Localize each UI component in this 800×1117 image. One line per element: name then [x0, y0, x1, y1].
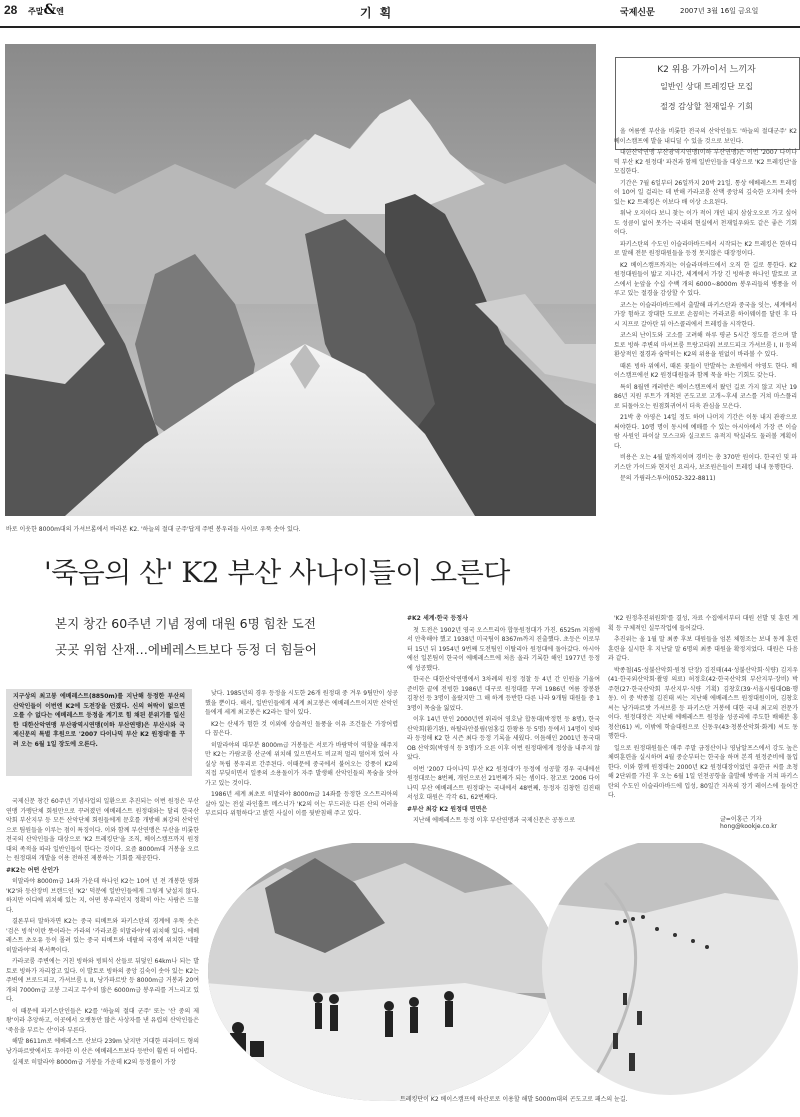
article-paragraph: 'K2 원정추진위원회'를 결성, 자료 수집에서부터 대원 선발 및 훈련 계획 등 구체적인 실무작업에 들어갔다. [608, 615, 798, 632]
page-number: 28 [4, 3, 18, 17]
article-column-1 [6, 797, 199, 1115]
logo-amp: & [43, 2, 57, 18]
sidebar-paragraph: 21박 총 아영은 14일 정도 하며 나머지 기간은 이동 내지 관광으로 써야한다. 10명 명이 동시에 예매를 수 있는 아시아에서 가장 큰 이슬람 사원인 파이살 모스크와 실크로드 유적지 탁실라도 둘러볼 계획이다. [614, 414, 797, 450]
article-paragraph: 이 때문에 파키스탄인들은 K2를 '하늘의 절대 군주' 또는 '산 중의 제왕'이라 추앙하고, 이곳에서 오랫동안 많은 사상자를 낸 유럽의 산악인들은 '죽음을 부르는 산'이라 부른다. [6, 1007, 199, 1034]
sidebar-subtitle-2: 절경 감상할 천재일우 기회 [660, 102, 753, 111]
article-paragraph: 국제신문 창간 60주년 기념사업의 일환으로 추진되는 이번 원정은 부산연맹 가맹단체 회원만으로 꾸려졌던 에베레스트 원정대와는 달리 한국산악회 부산지부 등 모든 산악단체 회원들에게 문호를 개방해 최강의 산악인으로 팀원들을 이루는 점이 특징이다. 이와 함께 부산연맹은 부산을 비롯한 전국의 산악인들을 대상으로 'K2 트레킹단'을 조직, 베이스캠프까지 원정대의 족적을 따라 일반인들이 한다는 것이다. 요즘 8000m대 거봉을 오르는 원정대의 개발을 이용 전하진 제봉하는 기회를 제공한다. [6, 798, 199, 862]
article-paragraph: 해발 8611m로 에베레스트 산보다 239m 낮지만 거대한 피라미드 형의 낭가파르밧에서도 우아한 이 산은 에베레스트보다 등반이 훨씬 더 어렵다. [6, 1038, 199, 1055]
article-column-3 [407, 614, 600, 839]
article-paragraph: 이후 14년 만인 2000년엔 워리어 영호남 합동대(박정헌 등 8명), 한국산악회(환기완), 하탈라안블림(엄홍길 한왕용 등 5명) 등에서 14명이 잇따라 등정해 K2 한 시즌 최다 등정 기록을 세웠다. 이듬해인 2001년 동국대OB 산악회(박영석 등 3명)가 오른 이후 이번 원정대에게 정상을 내주지 않았다. [407, 716, 600, 761]
article-subheadline-2: 곳곳 위험 산재…에베레스트보다 등정 더 힘들어 [55, 642, 317, 657]
sidebar-paragraph: 코스의 난이도와 고소를 고려해 하루 평균 5시간 정도를 걷으며 발토로 빙하 주변의 마셔브룸 트랑고타워 브로드피크 가셔브룸 I, II 등의 환상적인 절경과 숨막히는 K2의 위용을 원없이 바라볼 수 있다. [614, 332, 797, 358]
sidebar-paragraph: 비용은 오는 4월 말까지이며 경비는 총 370만 원이다. 한국인 및 파키스탄 가이드와 현지인 요리사, 보조원은들이 트레킹 내내 동행한다. [614, 454, 797, 471]
article-headline: '죽음의 산' K2 부산 사나이들이 오른다 [44, 556, 510, 589]
article-paragraph: 지난해 에베레스트 등정 이후 부산연맹과 국제신문은 공동으로 [413, 817, 576, 824]
article-paragraph: 한국은 대한산악연맹에서 3차례의 원정 정찰 등 4년 간 인원을 기울여 준비한 끝에 전빙한 1986년 대구로 원정대를 꾸려 1986년 여름 장봉완 김창선 등 3명이 올랐지만 그 해 하계 등반한 다른 나라 9개팀 대원들 중 13명이 목숨을 잃었다. [407, 676, 600, 712]
sidebar-title: K2 위용 가까이서 느끼자 [657, 65, 756, 75]
article-paragraph: 카라코룸 주변에는 거친 빙하와 빙퇴석 산들로 뒤덮인 64km나 되는 발토로 빙하가 자리잡고 있다. 이 발토로 빙하의 중앙 깊숙이 솟아 있는 K2는 주변에 브로드피크, 가셔브룸 I, II, 낭가파르밧 등 8000m급 거봉과 20여 개의 7000m급 고봉 그리고 무수히 많은 6000m급 봉우리를 거느리고 있다. [6, 958, 199, 1003]
sidebar-paragraph: 워낙 오지이다 보니 찾는 이가 적어 개인 내지 삼삼오오로 가고 싶어도 성큼이 없어 못가는 국내의 현실에서 천재일우와도 같은 좋은 기회이다. [614, 210, 797, 236]
lead-text: 지구상의 최고봉 에베레스트(8850m)를 지난해 등정한 부산의 산악인들이 이번엔 K2에 도전장을 던졌다. 신의 허락이 없으면 오를 수 없다는 에베레스트 등정을 계기로 힘 채된 분위기를 일신한 대한산악연맹 부산광역시연맹(이하 부산연맹)은 부산시와 국제신문의 특별 후원으로 '2007 다이나믹 부산 K2 원정대'를 꾸려 오는 6월 1일 장도에 오른다. [13, 693, 185, 748]
sidebar-paragraph: 특히 8월엔 캐러반은 베이스캠프에서 왔던 길로 가지 않고 지난 1986년 지원 루트가 개척된 곤도고로 고개~후세 코스를 거쳐 마스플리로 되돌아오는 원점회귀여서 더욱 관심을 모은다. [614, 383, 797, 410]
sidebar-paragraph: 기간은 7월 6일부터 26일까지 20박 21일. 통상 에베레스트 트레킹이 10여 일 걸리는 데 반해 카라코룸 산맥 중앙의 깊숙한 오지에 솟아 있는 K2 트레킹은 이보다 배 이상 소요된다. [614, 179, 797, 206]
sidebar-subtitle-1: 일반인 상대 트레킹단 모집 [660, 82, 753, 91]
section-logo [28, 2, 64, 18]
sidebar-article [614, 127, 797, 593]
section-title: 기획 [360, 6, 400, 20]
article-paragraph: 실제로 히말라야 8000m급 거봉들 가운데 K2의 등정률이 가장 [12, 1059, 176, 1066]
sidebar-paragraph: 때론 빙하 위에서, 때론 꽃들이 만발하는 초원에서 야영도 한다. 베이스캠프에선 K2 원정대원들과 함께 묵을 하는 기회도 갖는다. [614, 362, 797, 379]
article-paragraph: 히말라야 8000m급 14좌 가운데 하나인 K2는 10여 년 전 개봉한 영화 'K2'와 등산장비 브랜드인 'K2' 덕분에 일반인들에게 그렇게 낯설지 않다. 하지만 어디에 위치해 있는 지, 어떤 봉우리인지 정확히 아는 사람은 드물다. [6, 878, 199, 914]
article-column-2 [205, 689, 398, 845]
mountain-photo-illustration [5, 44, 596, 516]
issue-date: 2007년 3월 16일 금요일 [680, 7, 759, 15]
article-paragraph: 1986년 세계 최초로 히말라야 8000m급 14좌를 등정한 오스트리아의 살아 있는 전설 라인홀트 메스너가 'K2의 이는 부드러운 다른 산의 여러을 부르되다 위험하다'고 밝힌 사실이 이를 뒷받침해 주고 있다. [205, 791, 398, 817]
sidebar-contact: 문의 가림라스투어(052-322-8811) [620, 475, 716, 482]
article-column-4 [608, 614, 798, 814]
trekking-photos-illustration [205, 843, 798, 1103]
article-paragraph: 이번 '2007 다이나믹 부산 K2 원정대'가 등정에 성공할 경우 국내에선 원정대로는 8번째, 개인으로선 21번째가 되는 셈이다. 참고로 '2006 다이나믹 부산 에베레스트 원정대'는 국내에서 48번째, 등정자 김창헌 김진태 서성호 대원은 각각 61, 62번째다. [407, 765, 600, 801]
article-paragraph: 낮다. 1985년의 경우 등정을 시도한 26개 원정대 중 겨우 9팀만이 성공했을 뿐이다. 해서, 일반인들에게 세계 최고봉은 에베레스트이지만 산악인들에게 세계 최고봉은 K2라는 말이 있다. [205, 690, 398, 716]
section-subhead: #K2 세계·한국 등정사 [407, 615, 468, 622]
article-subheadline-1: 본지 창간 60주년 기념 정예 대원 6명 힘찬 도전 [55, 616, 316, 631]
sidebar-paragraph: 파키스탄의 수도인 이슬라마바드에서 시작되는 K2 트레킹은 한마디로 말해 전문 원정대원들을 등정 못지않은 대장정이다. [614, 240, 797, 257]
bottom-photo-caption: 트레킹단이 K2 베이스캠프에 하산로로 이용할 해발 5000m대의 곤도고로 패스의 눈길. [400, 1096, 628, 1103]
sidebar-paragraph: 올 여름엔 부산을 비롯한 전국의 산악인들도 '하늘의 절대군주' K2 베이스캠프에 발을 내디딜 수 있을 것으로 보인다. [614, 128, 797, 145]
logo-prefix: 주말 [28, 7, 44, 16]
article-byline: 글=이홍근 기자 hong@kookje.co.kr [720, 816, 778, 830]
sidebar-paragraph: 대한산악연맹 부산광역시연맹(이하 부산연맹)은 이번 '2007 다이나믹 부산 K2 원정대' 파견과 함께 일반인들을 대상으로 'K2 트레킹단'을 모집한다. [614, 149, 797, 175]
article-paragraph: 추진위는 올 1월 말 최종 후보 대원들을 엄본 체험조는 보내 동계 훈련훈련을 실시한 후 지난달 말 6명의 최종 대원을 확정지었다. 대원은 다음과 같다. [608, 636, 798, 662]
sidebar-paragraph: 코스는 이슬라마바드에서 출발해 파키스탄과 중국을 잇는, 세계에서 가장 험하고 장대한 도로로 손꼽히는 카라코룸 하이웨이를 달린 후 다시 지프로 갈아탄 뒤 아스콜리에서 트레킹을 시작한다. [614, 301, 797, 328]
newspaper-name: 국제신문 [620, 8, 655, 18]
article-paragraph: 일으로 원정대원들은 매주 주말 금정산이나 영남알프스에서 강도 높은 체력훈련을 실시하며 4월 중순부터는 한국을 하며 본격 원정준비에 돌입한다. 이와 함께 원정대는 2000년 K2 원정대장이었던 유한규 씨를 초청해 2단위를 가진 후 오는 6월 1일 인천공항을 출발해 방콕을 거쳐 파키스탄의 수도인 이슬라마바드에 입성, 80일간 지옥의 장기 레이스에 들어간다. [608, 744, 798, 799]
section-subhead: #부산 최강 K2 원정대 면면은 [407, 805, 488, 813]
article-paragraph: 결론부터 말하자면 K2는 중국 티베트와 파키스탄의 경계에 우뚝 솟은 '검은 빙석'이란 뜻이라는 카라의 '카라코룸 히말라야'에 위치해 있다. 에베레스트 초오유 등이 몰려 있는 중국 티베트와 네팔의 국경에 위치한 '네팔 히말라야'의 북서쪽이다. [6, 918, 199, 954]
section-subhead: #K2는 어떤 산인가 [6, 866, 59, 874]
article-paragraph: 첫 도전은 1902년 영국 오스트리아 합동원정대가 가진. 6525m 지점에서 안축해야 했고 1938년 미국팀이 8367m까지 진출했다. 초등은 이로부터 15년 뒤 1954년 9번째 도전팀인 이탈리아 원정대에 돌아갔다. 아시아에선 일본팀이 한국이 에베레스트에 처음 올라 기록한 해인 1977년 등정에 성공했다. [407, 626, 600, 672]
bottom-photos [205, 843, 798, 1103]
article-paragraph: 박종철(45·성불산악회·원정 단장) 김진태(44·성불산악회·식량) 김지우(41·한국외산악회·촬영 의료) 허정호(42·한국산악회 부산지부·장비) 박주현(27·한국산악회 부산지부·식량 기획) 김창호(39·서울시립대OB·행동). 이 중 박종철 김진태 씨는 지난해 에베레스트 원정대원이며, 김창호 씨는 낭가파르밧 가셔브룸 등 파키스탄 거봉에 대한 국내 최고의 전문가이다. 원정대장은 지난해 에베레스트 원정을 성공리에 주도한 배해분 흥청산(61) 씨, 이밖에 학술대원으로 신동우(43·청봉산악회·화계) 씨도 동행한다. [608, 666, 798, 740]
logo-suffix: 엔 [56, 7, 64, 16]
main-photo-caption: 바로 이웃한 8000m대의 가셔브롬에서 바라본 K2. '하늘의 절대 군주'답게 주변 봉우리들 사이로 우뚝 솟아 있다. [6, 526, 301, 533]
main-photo-k2 [5, 44, 596, 516]
sidebar-paragraph: K2 베이스캠프까지는 이슬라마바드에서 오직 한 길로 통한다. K2 원정대원들이 밟고 지나간, 세계에서 가장 긴 빙하중 하나인 발토로 코스에서 눈앞을 수십 수백 개의 6000~8000m 봉우리들의 병풍을 이루고 있는 절경을 감상할 수 있다. [614, 261, 797, 297]
article-paragraph: 히말라야의 대부분 8000m급 거봉들은 서로가 바람막이 역할을 해주지만 K2는 카람코룸 산군에 위치해 있으면서도 비교적 멀리 떨어져 있어 사실상 독립 봉우리로 간주된다. 이때문에 중국에서 불어오는 강풍이 K2의 직접 부딪히면서 일종의 소용돌이가 자주 발생해 산악인들의 목숨을 앗아가고 있는 것이다. [205, 741, 398, 787]
article-paragraph: K2는 산세가 험한 것 이외에 상습적인 돌풍을 이유 조건들은 가장어렵다 꼽은다. [205, 720, 398, 737]
